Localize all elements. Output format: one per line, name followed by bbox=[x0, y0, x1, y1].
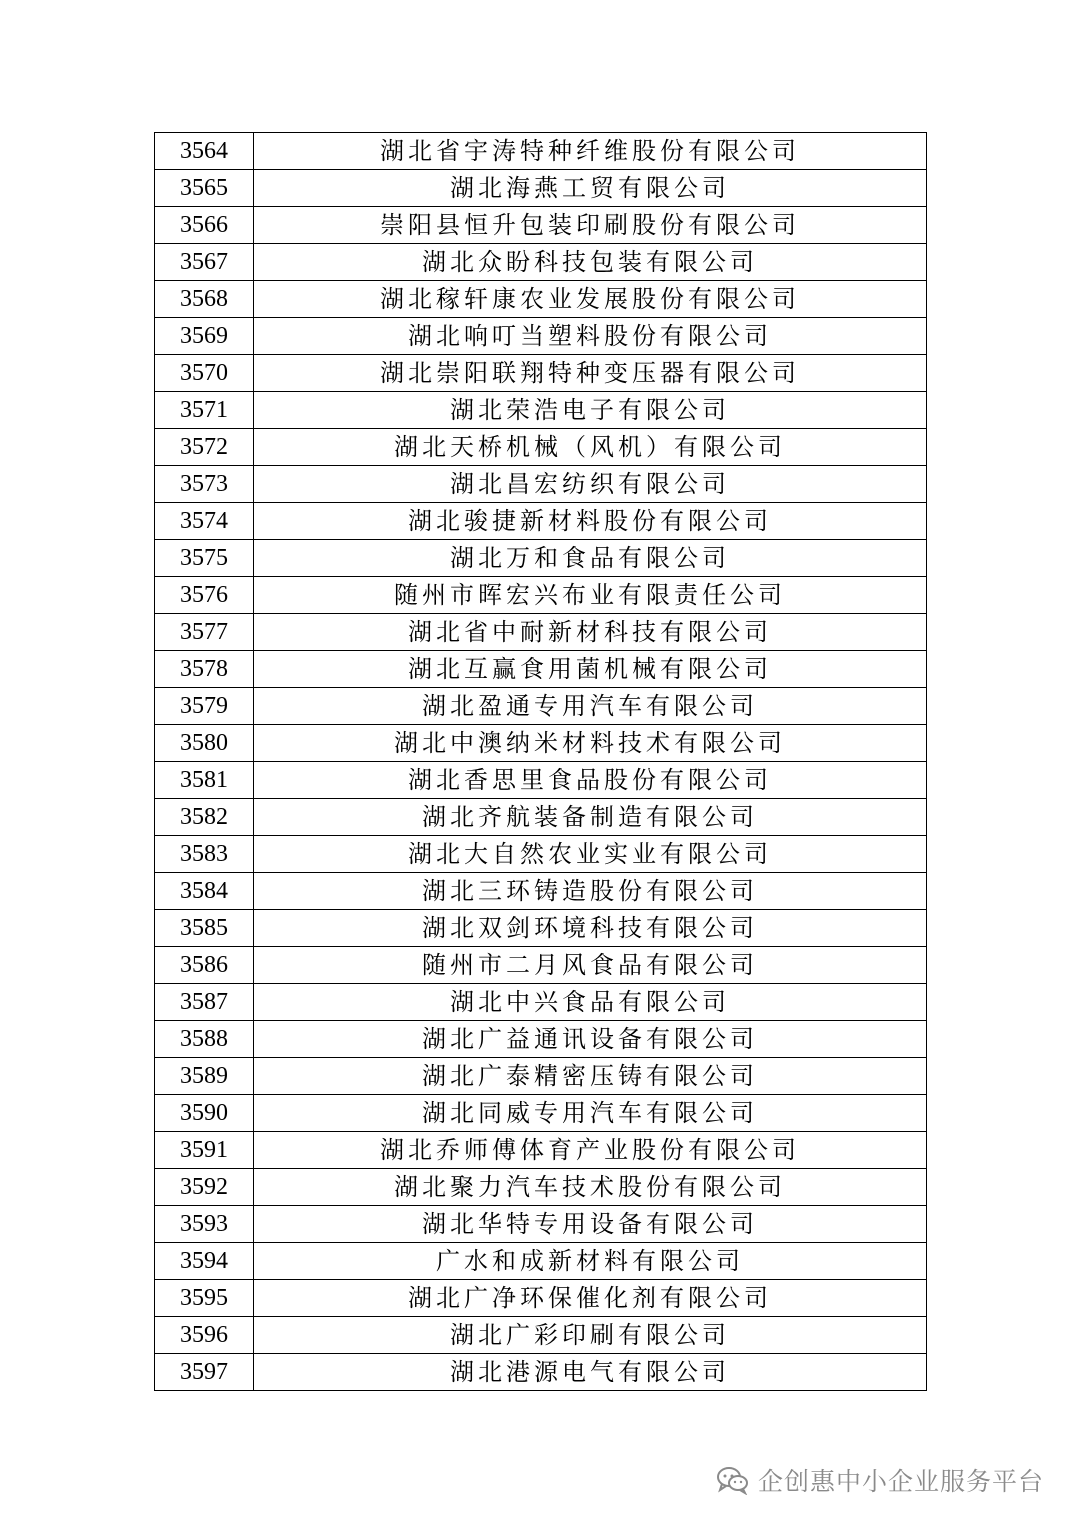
row-number: 3584 bbox=[155, 873, 254, 910]
row-number: 3588 bbox=[155, 1021, 254, 1058]
table-row bbox=[155, 651, 927, 688]
table-row bbox=[155, 873, 927, 910]
company-name: 湖北骏捷新材料股份有限公司 bbox=[254, 503, 927, 540]
row-number: 3580 bbox=[155, 725, 254, 762]
table-row bbox=[155, 1169, 927, 1206]
company-list-table bbox=[154, 132, 927, 1391]
company-name: 湖北齐航装备制造有限公司 bbox=[254, 799, 927, 836]
table-row bbox=[155, 984, 927, 1021]
table-row bbox=[155, 1280, 927, 1317]
table-row bbox=[155, 281, 927, 318]
company-name: 湖北中澳纳米材料技术有限公司 bbox=[254, 725, 927, 762]
company-name: 湖北华特专用设备有限公司 bbox=[254, 1206, 927, 1243]
row-number: 3593 bbox=[155, 1206, 254, 1243]
row-number: 3589 bbox=[155, 1058, 254, 1095]
table-row bbox=[155, 244, 927, 281]
row-number: 3590 bbox=[155, 1095, 254, 1132]
company-name: 湖北省中耐新材科技有限公司 bbox=[254, 614, 927, 651]
table-row bbox=[155, 1132, 927, 1169]
table-row bbox=[155, 355, 927, 392]
table-row bbox=[155, 133, 927, 170]
company-name: 湖北广净环保催化剂有限公司 bbox=[254, 1280, 927, 1317]
row-number: 3577 bbox=[155, 614, 254, 651]
row-number: 3571 bbox=[155, 392, 254, 429]
company-name: 湖北三环铸造股份有限公司 bbox=[254, 873, 927, 910]
table-row bbox=[155, 503, 927, 540]
company-name: 随州市二月风食品有限公司 bbox=[254, 947, 927, 984]
row-number: 3596 bbox=[155, 1317, 254, 1354]
row-number: 3592 bbox=[155, 1169, 254, 1206]
table-row bbox=[155, 725, 927, 762]
row-number: 3564 bbox=[155, 133, 254, 170]
table-row bbox=[155, 614, 927, 651]
company-name: 广水和成新材料有限公司 bbox=[254, 1243, 927, 1280]
company-name: 湖北中兴食品有限公司 bbox=[254, 984, 927, 1021]
company-name: 湖北众盼科技包装有限公司 bbox=[254, 244, 927, 281]
company-name: 湖北广泰精密压铸有限公司 bbox=[254, 1058, 927, 1095]
table-row bbox=[155, 1058, 927, 1095]
table-row bbox=[155, 1354, 927, 1391]
row-number: 3565 bbox=[155, 170, 254, 207]
row-number: 3586 bbox=[155, 947, 254, 984]
company-name: 湖北聚力汽车技术股份有限公司 bbox=[254, 1169, 927, 1206]
row-number: 3570 bbox=[155, 355, 254, 392]
table-row bbox=[155, 170, 927, 207]
table-row bbox=[155, 1243, 927, 1280]
table-row bbox=[155, 836, 927, 873]
row-number: 3569 bbox=[155, 318, 254, 355]
company-name: 湖北双剑环境科技有限公司 bbox=[254, 910, 927, 947]
row-number: 3576 bbox=[155, 577, 254, 614]
row-number: 3595 bbox=[155, 1280, 254, 1317]
company-name: 湖北稼轩康农业发展股份有限公司 bbox=[254, 281, 927, 318]
row-number: 3585 bbox=[155, 910, 254, 947]
row-number: 3578 bbox=[155, 651, 254, 688]
row-number: 3591 bbox=[155, 1132, 254, 1169]
company-name: 湖北广彩印刷有限公司 bbox=[254, 1317, 927, 1354]
table-row bbox=[155, 1206, 927, 1243]
watermark bbox=[716, 1462, 1044, 1498]
company-name: 湖北大自然农业实业有限公司 bbox=[254, 836, 927, 873]
table-row bbox=[155, 799, 927, 836]
wechat-icon bbox=[716, 1465, 750, 1495]
company-name: 湖北昌宏纺织有限公司 bbox=[254, 466, 927, 503]
row-number: 3579 bbox=[155, 688, 254, 725]
table-row bbox=[155, 318, 927, 355]
company-name: 湖北省宇涛特种纤维股份有限公司 bbox=[254, 133, 927, 170]
company-name: 湖北万和食品有限公司 bbox=[254, 540, 927, 577]
table-row bbox=[155, 1021, 927, 1058]
company-name: 湖北崇阳联翔特种变压器有限公司 bbox=[254, 355, 927, 392]
row-number: 3572 bbox=[155, 429, 254, 466]
row-number: 3581 bbox=[155, 762, 254, 799]
row-number: 3597 bbox=[155, 1354, 254, 1391]
row-number: 3587 bbox=[155, 984, 254, 1021]
company-name: 随州市晖宏兴布业有限责任公司 bbox=[254, 577, 927, 614]
table-row bbox=[155, 910, 927, 947]
company-name: 湖北天桥机械（风机）有限公司 bbox=[254, 429, 927, 466]
company-name: 湖北响叮当塑料股份有限公司 bbox=[254, 318, 927, 355]
row-number: 3567 bbox=[155, 244, 254, 281]
table-row bbox=[155, 762, 927, 799]
row-number: 3583 bbox=[155, 836, 254, 873]
row-number: 3575 bbox=[155, 540, 254, 577]
company-name: 湖北互赢食用菌机械有限公司 bbox=[254, 651, 927, 688]
company-name: 湖北荣浩电子有限公司 bbox=[254, 392, 927, 429]
company-name: 湖北乔师傅体育产业股份有限公司 bbox=[254, 1132, 927, 1169]
table-row bbox=[155, 540, 927, 577]
company-name: 崇阳县恒升包装印刷股份有限公司 bbox=[254, 207, 927, 244]
table-body bbox=[155, 133, 927, 1391]
table-row bbox=[155, 429, 927, 466]
company-name: 湖北盈通专用汽车有限公司 bbox=[254, 688, 927, 725]
table-row bbox=[155, 1317, 927, 1354]
table-row bbox=[155, 207, 927, 244]
company-name: 湖北海燕工贸有限公司 bbox=[254, 170, 927, 207]
table-row bbox=[155, 688, 927, 725]
row-number: 3566 bbox=[155, 207, 254, 244]
table-row bbox=[155, 947, 927, 984]
table-row bbox=[155, 466, 927, 503]
company-name: 湖北同威专用汽车有限公司 bbox=[254, 1095, 927, 1132]
row-number: 3582 bbox=[155, 799, 254, 836]
table-row bbox=[155, 392, 927, 429]
table-row bbox=[155, 577, 927, 614]
row-number: 3573 bbox=[155, 466, 254, 503]
row-number: 3594 bbox=[155, 1243, 254, 1280]
row-number: 3568 bbox=[155, 281, 254, 318]
watermark-text: 企创惠中小企业服务平台 bbox=[757, 1467, 1044, 1496]
company-name: 湖北香思里食品股份有限公司 bbox=[254, 762, 927, 799]
company-name: 湖北港源电气有限公司 bbox=[254, 1354, 927, 1391]
row-number: 3574 bbox=[155, 503, 254, 540]
company-name: 湖北广益通讯设备有限公司 bbox=[254, 1021, 927, 1058]
table-row bbox=[155, 1095, 927, 1132]
